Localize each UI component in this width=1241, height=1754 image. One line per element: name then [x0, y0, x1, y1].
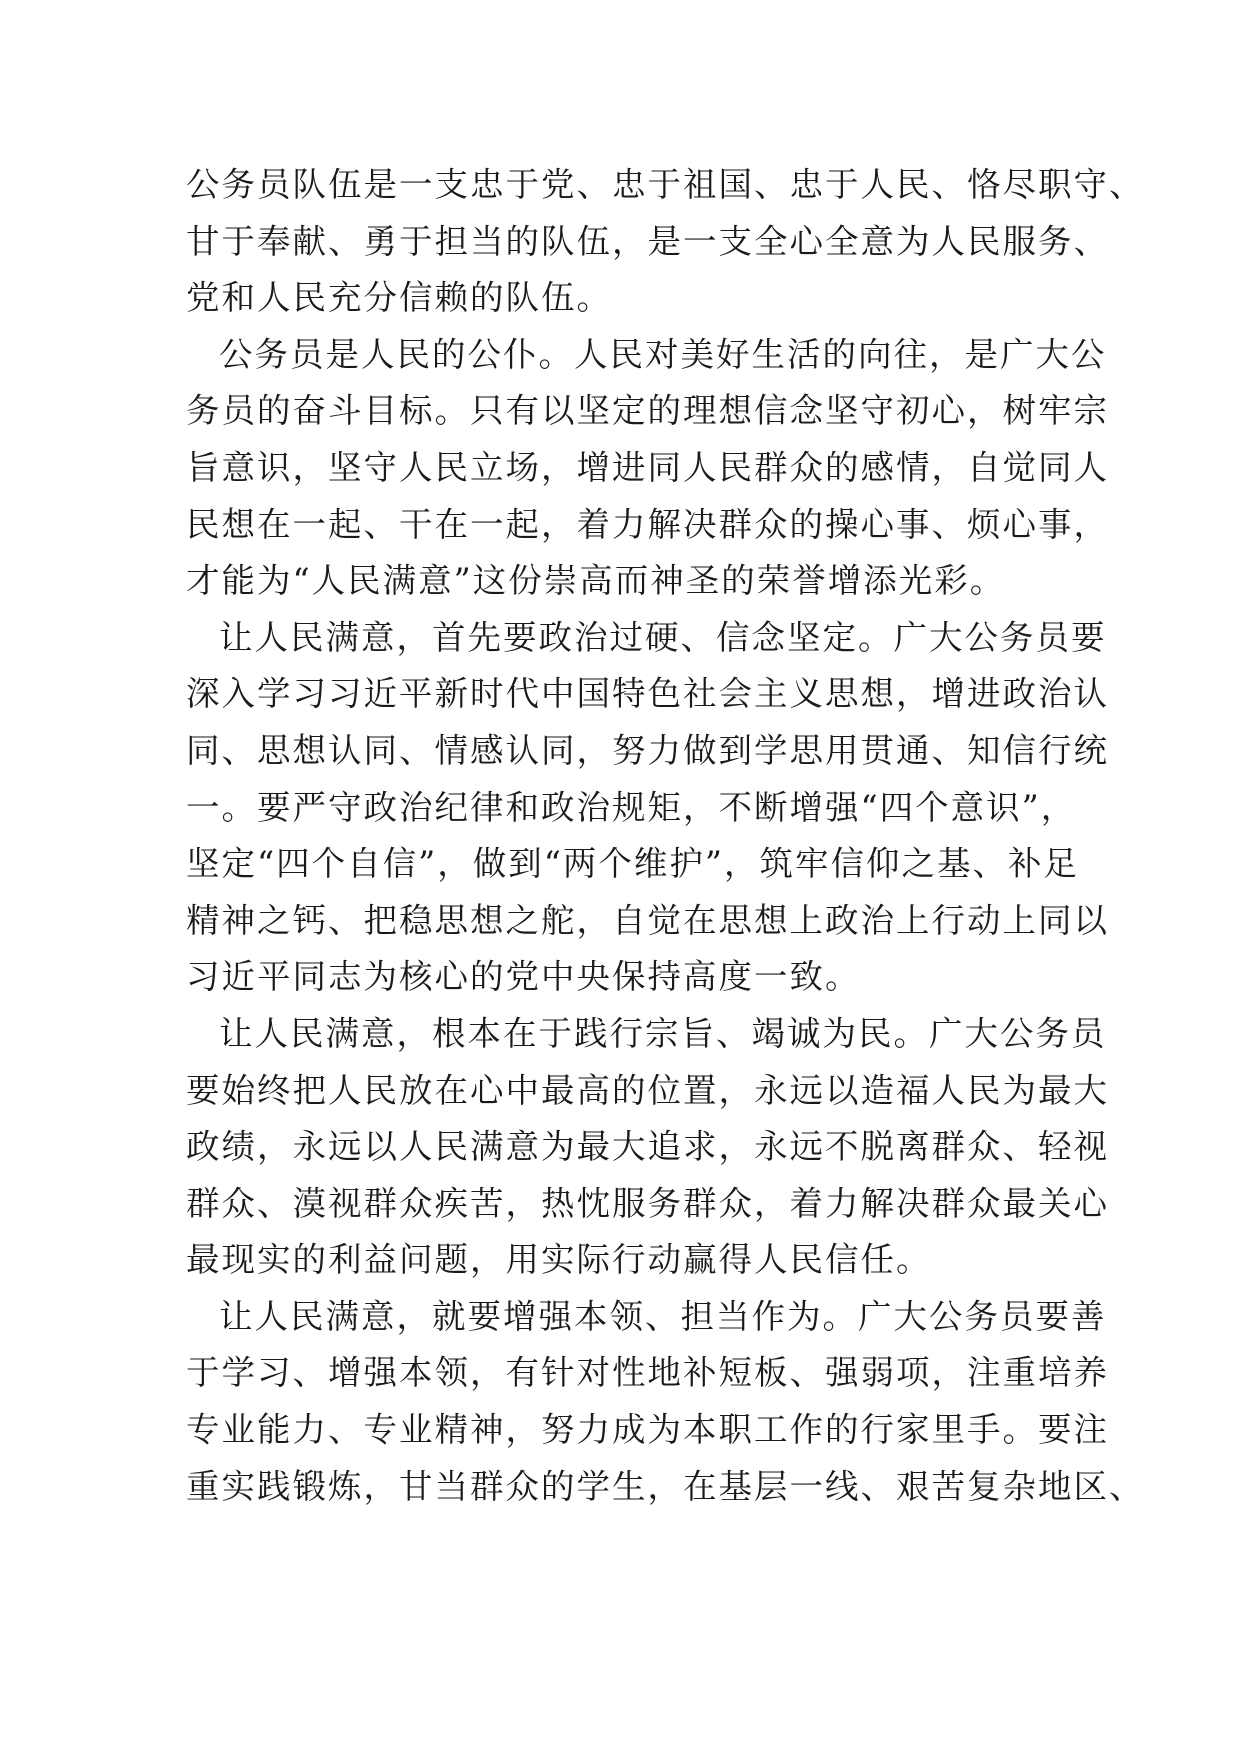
- paragraph-4: [186, 1006, 1109, 1289]
- text-line: 让人民满意，首先要政治过硬、信念坚定。广大公务员要: [219, 617, 1107, 657]
- text-line: 精神之钙、把稳思想之舵，自觉在思想上政治上行动上同以: [186, 900, 1109, 940]
- text-line: 专业能力、专业精神，努力成为本职工作的行家里手。要注: [186, 1410, 1109, 1450]
- text-line: 甘于奉献、勇于担当的队伍，是一支全心全意为人民服务、: [186, 221, 1109, 261]
- text-line: 政绩，永远以人民满意为最大追求，永远不脱离群众、轻视: [186, 1127, 1109, 1167]
- document-body: [186, 157, 1145, 1515]
- text-line: 务员的奋斗目标。只有以坚定的理想信念坚守初心，树牢宗: [186, 391, 1109, 431]
- paragraph-1: [186, 157, 1145, 327]
- text-line: 一。要严守政治纪律和政治规矩，不断增强“四个意识”，: [186, 787, 1077, 827]
- text-line: 群众、漠视群众疾苦，热忱服务群众，着力解决群众最关心: [186, 1183, 1109, 1223]
- paragraph-3: [186, 610, 1109, 1006]
- text-line: 公务员是人民的公仆。人民对美好生活的向往，是广大公: [219, 334, 1107, 374]
- text-line: 于学习、增强本领，有针对性地补短板、强弱项，注重培养: [186, 1353, 1109, 1393]
- text-line: 才能为“人民满意”这份崇高而神圣的荣誉增添光彩。: [186, 561, 1006, 601]
- text-line: 让人民满意，根本在于践行宗旨、竭诚为民。广大公务员: [219, 1013, 1107, 1053]
- text-line: 让人民满意，就要增强本领、担当作为。广大公务员要善: [219, 1296, 1107, 1336]
- text-line: 旨意识，坚守人民立场，增进同人民群众的感情，自觉同人: [186, 447, 1109, 487]
- text-line: 党和人民充分信赖的队伍。: [186, 278, 612, 318]
- text-line: 最现实的利益问题，用实际行动赢得人民信任。: [186, 1240, 932, 1280]
- text-line: 同、思想认同、情感认同，努力做到学思用贯通、知信行统: [186, 730, 1109, 770]
- paragraph-2: [186, 327, 1109, 610]
- text-line: 深入学习习近平新时代中国特色社会主义思想，增进政治认: [186, 674, 1109, 714]
- text-line: 习近平同志为核心的党中央保持高度一致。: [186, 957, 861, 997]
- text-line: 重实践锻炼，甘当群众的学生，在基层一线、艰苦复杂地区、: [186, 1466, 1145, 1506]
- text-line: 公务员队伍是一支忠于党、忠于祖国、忠于人民、恪尽职守、: [186, 165, 1145, 204]
- text-line: 民想在一起、干在一起，着力解决群众的操心事、烦心事，: [186, 504, 1109, 544]
- text-line: 要始终把人民放在心中最高的位置，永远以造福人民为最大: [186, 1070, 1109, 1110]
- text-line: 坚定“四个自信”，做到“两个维护”，筑牢信仰之基、补足: [186, 844, 1080, 884]
- paragraph-5: [186, 1289, 1145, 1515]
